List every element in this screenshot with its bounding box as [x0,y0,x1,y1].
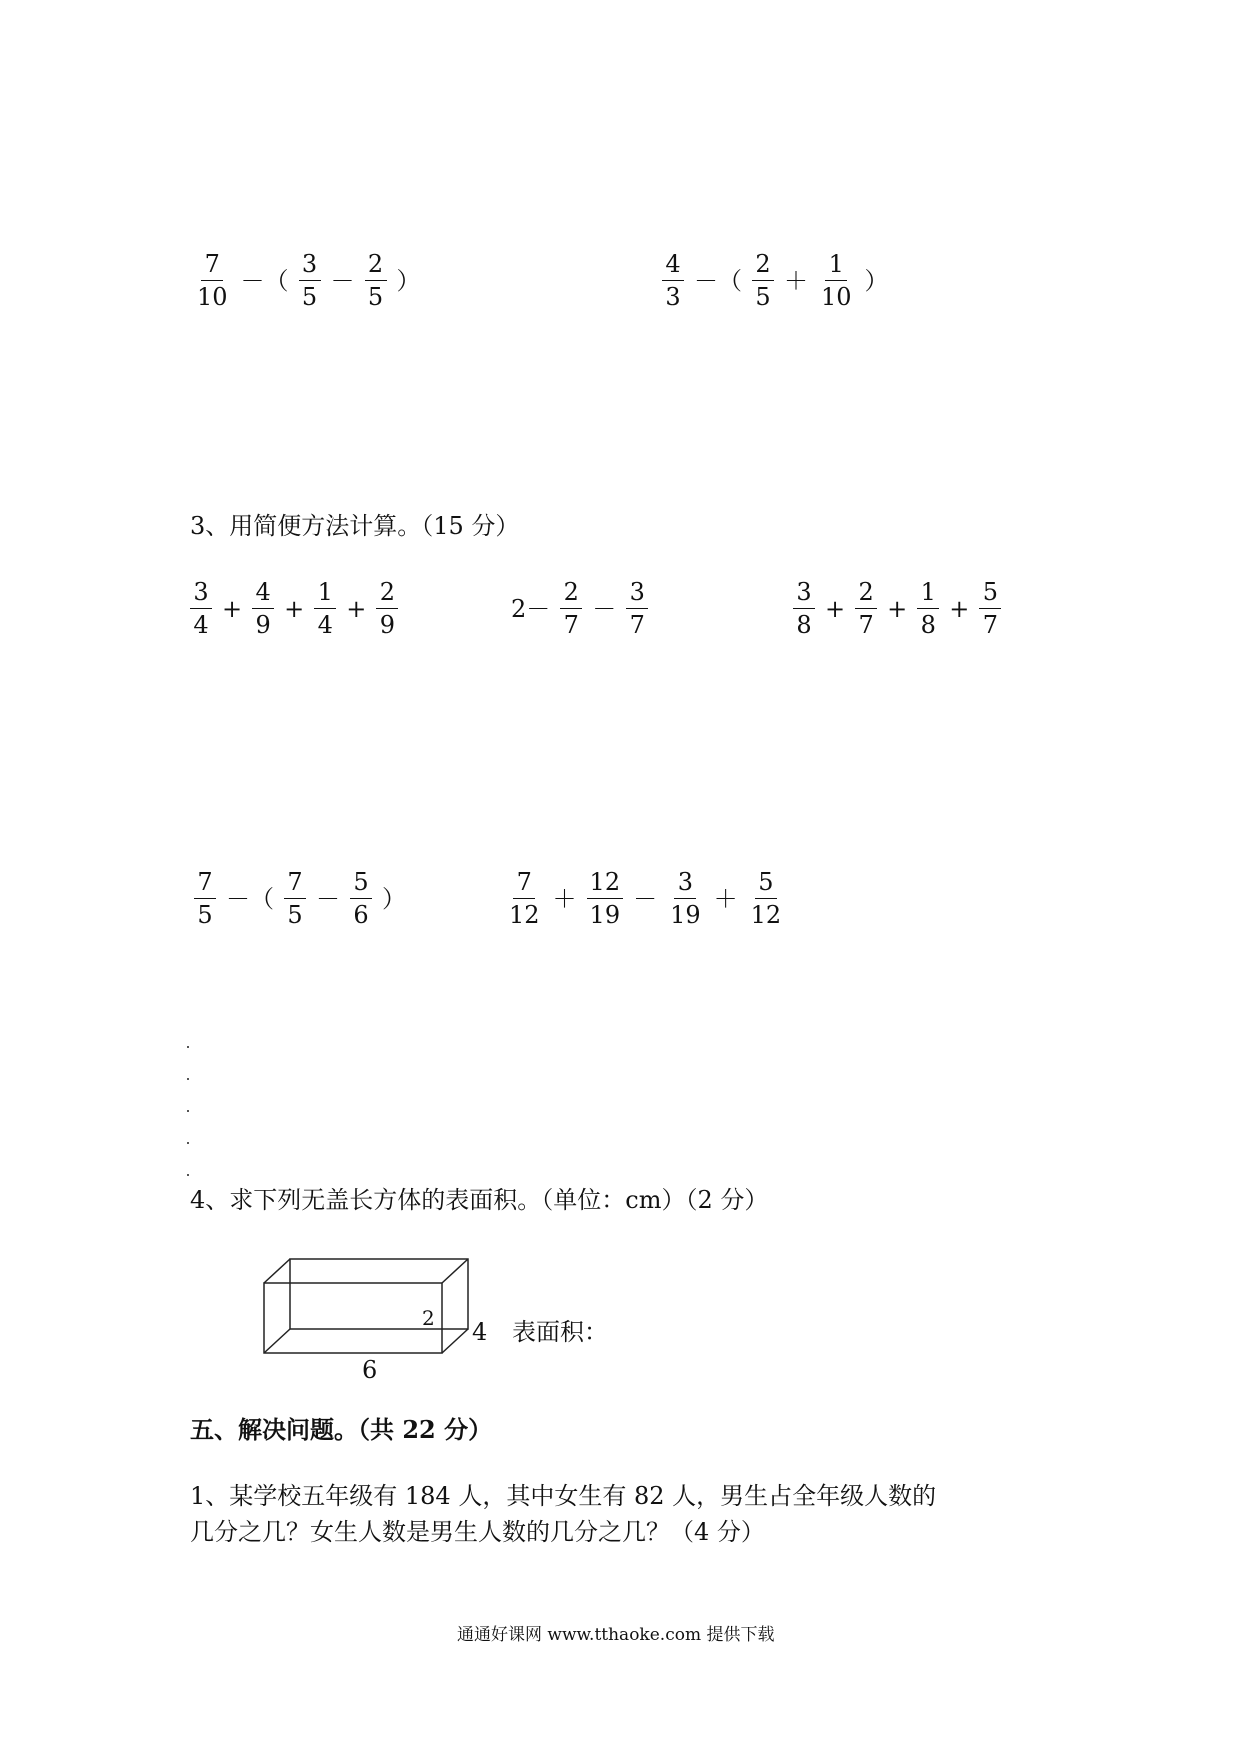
fraction [190,580,212,637]
problem-1-line-1: 1、某学校五年级有 184 人，其中女生有 82 人，男生占全年级人数的 [190,1482,937,1510]
numerator: 7 [284,870,306,899]
denominator: 10 [821,283,852,311]
denominator: 7 [982,611,998,639]
operator: － [633,884,658,913]
fraction [350,870,372,927]
operator: 2－ [511,594,551,623]
numerator: 3 [190,580,212,609]
denominator: 12 [509,901,540,929]
numerator: 7 [194,870,216,899]
part-5-heading: 五、解决问题。（共 22 分） [190,1415,493,1444]
numerator: 1 [314,580,336,609]
denominator: 5 [367,283,384,311]
fraction [667,870,704,927]
operator: + [949,594,970,623]
denominator: 7 [858,611,874,639]
denominator: 8 [920,611,936,639]
length-label: 6 [362,1356,378,1384]
operator: ） [396,266,421,295]
denominator: 12 [750,901,782,929]
operator: + [887,594,908,623]
expression-3 [186,580,402,637]
operator: － [316,884,340,913]
operator: ） [382,884,406,913]
denominator: 8 [796,611,812,639]
scan-dot [187,1046,189,1048]
numerator: 2 [752,252,774,281]
denominator: 5 [197,901,213,929]
expression-5 [789,580,1005,637]
scan-dot [187,1142,189,1144]
numerator: 2 [855,580,877,609]
surface-area-label: 表面积： [512,1318,608,1346]
operator: + [346,594,367,623]
scan-dot [187,1110,189,1112]
denominator: 5 [301,283,318,311]
denominator: 6 [353,901,369,929]
denominator: 9 [255,611,271,639]
expression-4 [505,580,652,637]
fraction [626,580,648,637]
numerator: 3 [793,580,815,609]
denominator: 3 [665,283,681,311]
operator: + [222,594,243,623]
fraction [194,252,231,309]
denominator: 19 [589,901,621,929]
expression-1 [190,252,427,309]
fraction [748,870,785,927]
numerator: 3 [299,252,321,281]
numerator: 12 [587,870,624,899]
fraction [314,580,336,637]
numerator: 4 [252,580,274,609]
fraction [365,252,387,309]
numerator: 4 [662,252,684,281]
problem-1-line-2: 几分之几？女生人数是男生人数的几分之几？（4 分） [190,1518,765,1546]
fraction [194,870,216,927]
denominator: 5 [287,901,303,929]
expression-6 [190,870,412,927]
operator: ＋ [784,266,808,295]
fraction [376,580,398,637]
numerator: 2 [376,580,398,609]
footer-text: 通通好课网 www.tthaoke.com 提供下载 [457,1625,775,1645]
fraction [299,252,321,309]
operator: －（ [240,266,289,295]
operator: ＋ [713,884,738,913]
scan-dot [187,1078,189,1080]
section-4-title: 4、求下列无盖长方体的表面积。（单位：cm）（2 分） [190,1186,769,1214]
denominator: 19 [670,901,701,929]
expression-2 [658,252,895,309]
operator: + [825,594,846,623]
fraction [917,580,939,637]
denominator: 4 [317,611,333,639]
operator: － [330,266,355,295]
fraction [855,580,877,637]
denominator: 5 [755,283,771,311]
operator: － [592,594,617,623]
denominator: 7 [563,611,579,639]
fraction [284,870,306,927]
fraction [752,252,774,309]
fraction [252,580,274,637]
numerator: 3 [626,580,648,609]
operator: －（ [226,884,274,913]
expression-7 [502,870,788,927]
denominator: 10 [197,283,228,311]
fraction [662,252,684,309]
operator: ） [864,266,889,295]
numerator: 2 [365,252,387,281]
operator: ＋ [552,884,577,913]
numerator: 1 [917,580,939,609]
numerator: 3 [674,870,696,899]
fraction [587,870,624,927]
fraction [793,580,815,637]
denominator: 9 [379,611,395,639]
numerator: 2 [560,580,582,609]
fraction [979,580,1001,637]
fraction [560,580,582,637]
fraction [506,870,543,927]
operator: + [284,594,305,623]
denominator: 7 [629,611,645,639]
height-label: 2 [422,1306,435,1330]
numerator: 5 [350,870,372,899]
numerator: 1 [825,252,847,281]
operator: －（ [694,266,742,295]
width-label: 4 [472,1318,488,1346]
numerator: 5 [979,580,1001,609]
numerator: 5 [755,870,777,899]
numerator: 7 [201,252,223,281]
scan-dot [187,1174,189,1176]
section-3-title: 3、用简便方法计算。（15 分） [190,512,520,540]
fraction [818,252,855,309]
numerator: 7 [513,870,535,899]
denominator: 4 [193,611,209,639]
